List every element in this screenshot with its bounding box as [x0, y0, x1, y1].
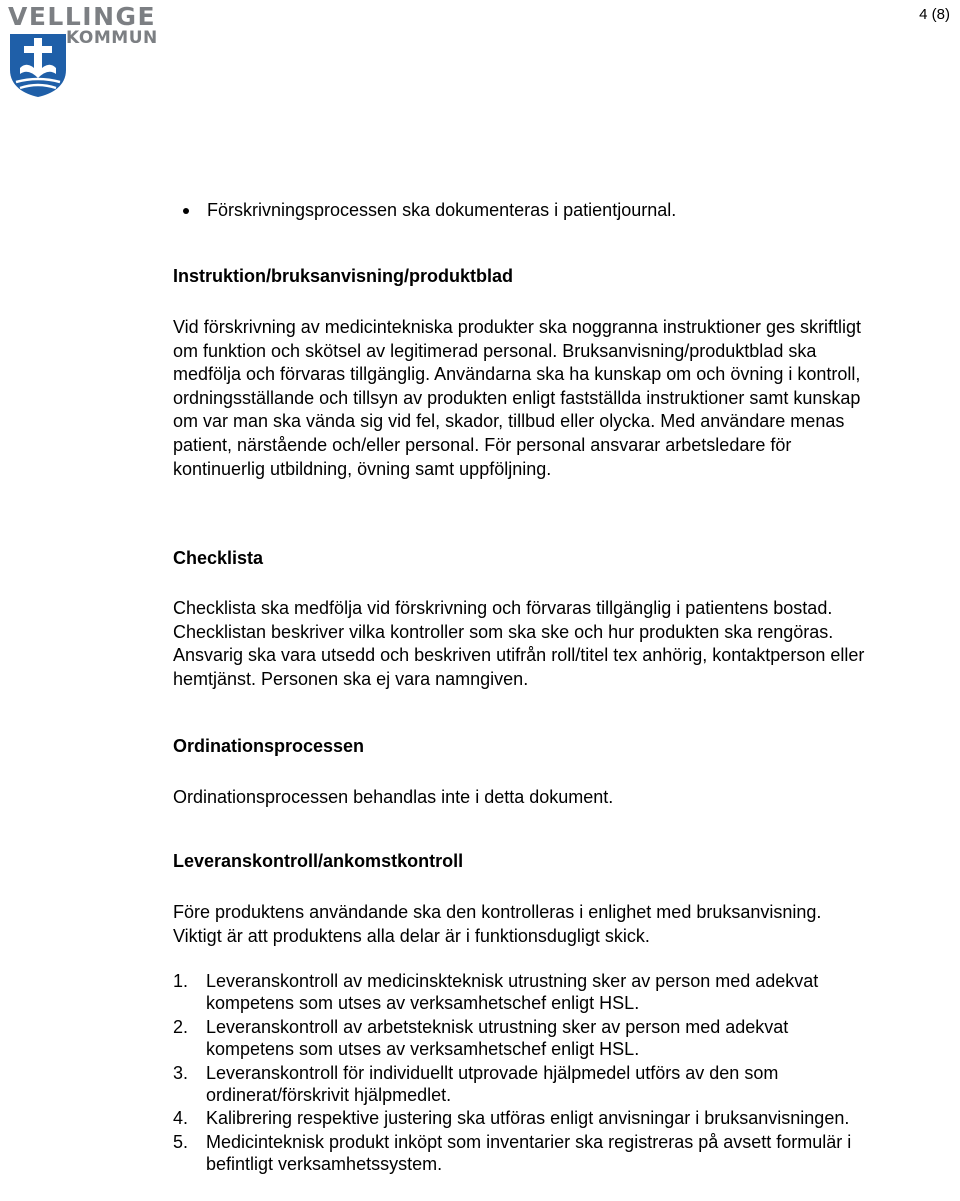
- section-paragraph: Checklista ska medfölja vid förskrivning och förvaras tillgänglig i patientens bostad. Checklistan beskriver vilka kontroller som ska ske och hur produkten ska rengöras. Ansvarig ska vara utsedd och beskriven utifrån roll/titel tex anhörig, kontaktperson eller hemtjänst. Personen ska ej vara namngiven.: [173, 598, 865, 689]
- list-item: [173, 1131, 873, 1175]
- list-item: [173, 970, 873, 1014]
- logo-text-kommun: KOMMUN: [66, 28, 158, 48]
- list-item-text: Kalibrering respektive justering ska utföras enligt anvisningar i bruksanvisningen.: [206, 1108, 850, 1129]
- section-heading: Checklista: [173, 548, 264, 568]
- bullet-text: Förskrivningsprocessen ska dokumenteras i patientjournal.: [207, 200, 677, 220]
- section-heading: Instruktion/bruksanvisning/produktblad: [173, 266, 514, 286]
- list-item: [173, 1107, 873, 1129]
- section-paragraph: Vid förskrivning av medicintekniska produkter ska noggranna instruktioner ges skriftligt om funktion och skötsel av legitimerad personal. Bruksanvisning/produktblad ska medfölja och förvaras tillgänglig. Användarna ska ha kunskap om och övning i kontroll, ordningsställande och tillsyn av produkten enligt fastställda instruktioner samt kunskap om var man ska vända sig vid fel, skador, tillbud eller olycka. Med användare menas patient, närstående och/eller personal. För personal ansvarar arbetsledare för kontinuerlig utbildning, övning samt uppföljning.: [173, 317, 861, 479]
- coat-of-arms-icon: [8, 32, 68, 98]
- list-number: 1.: [173, 971, 189, 991]
- vellinge-kommun-logo: [6, 2, 166, 100]
- numbered-list: [173, 970, 873, 1177]
- list-item: [173, 1016, 873, 1060]
- section-paragraph: Före produktens användande ska den kontrolleras i enlighet med bruksanvisning. Viktigt är att produktens alla delar är i funktionsdugligt skick.: [173, 902, 822, 946]
- page-number: 4 (8): [919, 6, 950, 23]
- list-item: [173, 1062, 873, 1106]
- list-item-text: Leveranskontroll av arbetsteknisk utrustning sker av person med adekvat kompetens som utses av verksamhetschef enligt HSL.: [206, 1016, 789, 1059]
- bullet-item: [207, 200, 676, 221]
- bullet-dot-icon: [183, 208, 189, 214]
- list-item-text: Leveranskontroll av medicinskteknisk utrustning sker av person med adekvat kompetens som utses av verksamhetschef enligt HSL.: [206, 971, 819, 1014]
- list-number: 3.: [173, 1062, 189, 1083]
- list-number: 2.: [173, 1016, 189, 1037]
- list-item-text: Leveranskontroll för individuellt utprovade hjälpmedel utförs av den som ordinerat/förskrivit hjälpmedlet.: [206, 1062, 779, 1105]
- logo-text-vellinge: VELLINGE: [8, 2, 157, 31]
- section-heading: Ordinationsprocessen: [173, 736, 365, 756]
- list-number: 4.: [173, 1108, 189, 1129]
- list-number: 5.: [173, 1131, 189, 1152]
- section-paragraph: Ordinationsprocessen behandlas inte i detta dokument.: [173, 787, 614, 807]
- list-item-text: Medicinteknisk produkt inköpt som inventarier ska registreras på avsett formulär i befintligt verksamhetssystem.: [206, 1131, 852, 1175]
- section-heading: Leveranskontroll/ankomstkontroll: [173, 851, 464, 871]
